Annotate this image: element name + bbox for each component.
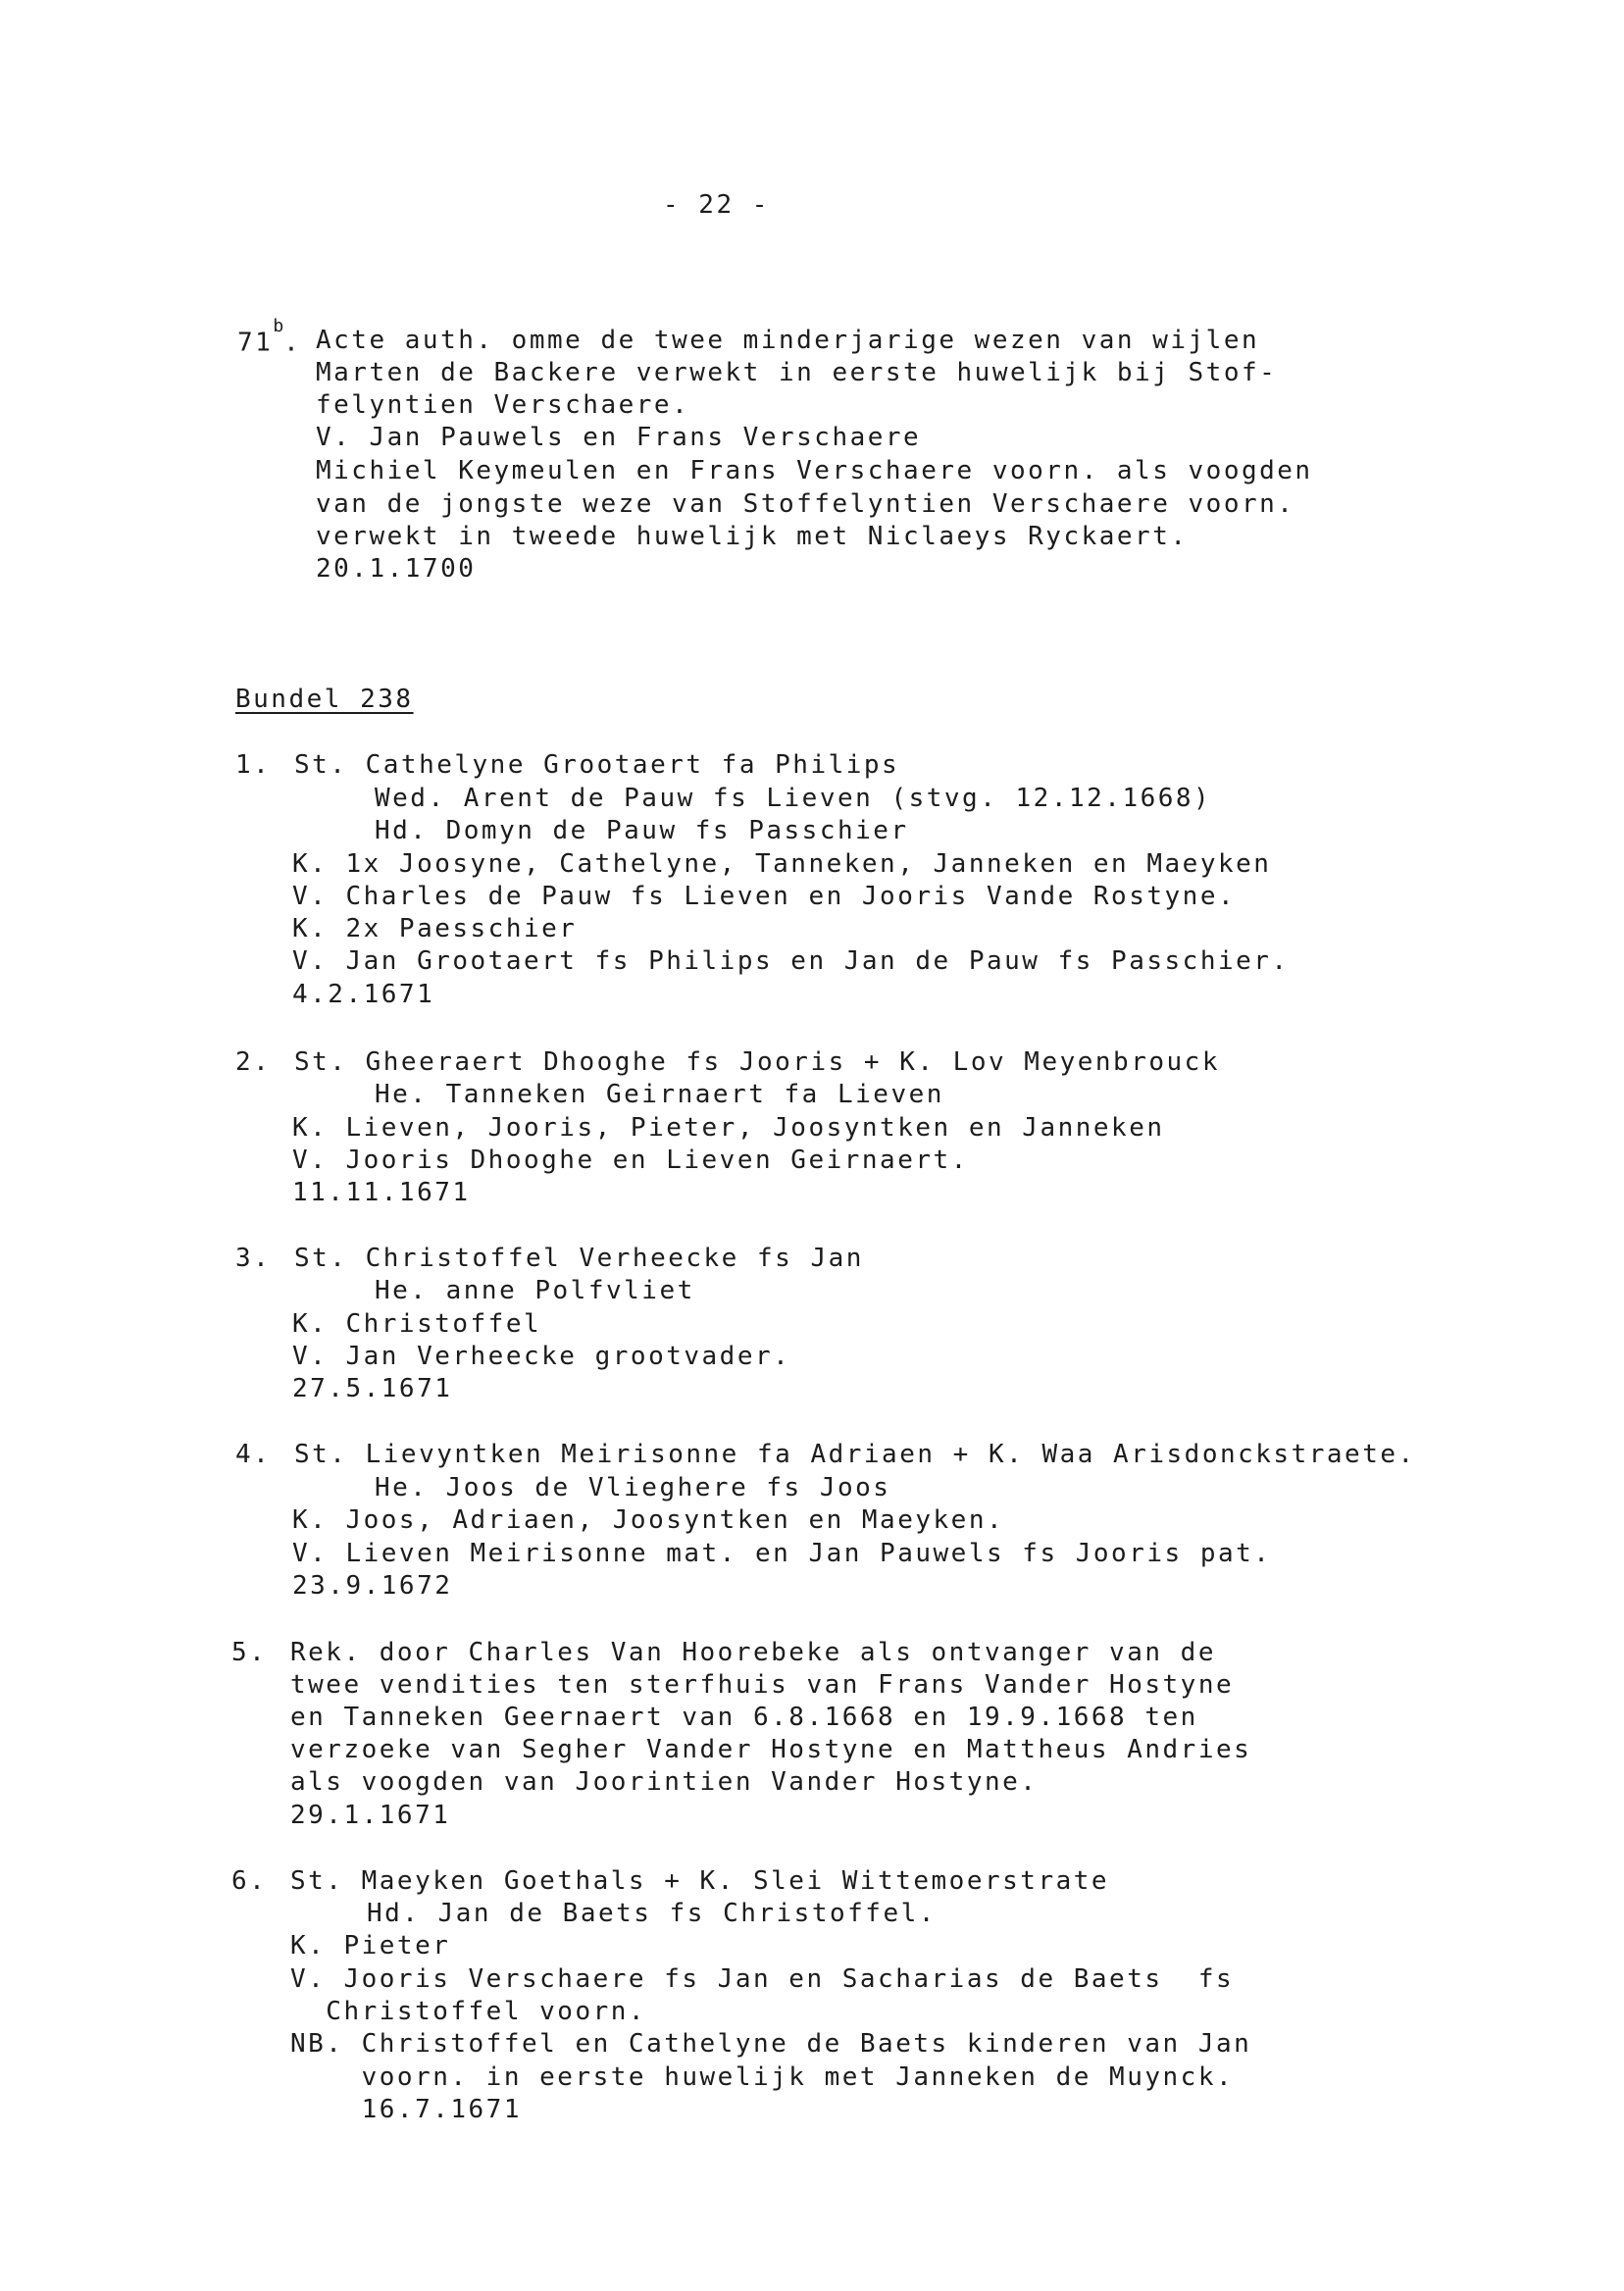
- section-heading: Bundel 238: [235, 685, 414, 714]
- entry-6-detail-line: Christoffel voorn.: [290, 1997, 647, 2026]
- entry-6-number: 6.: [231, 1866, 268, 1896]
- entry-6-date: 16.7.1671: [290, 2095, 522, 2124]
- entry-71b-number: [237, 316, 302, 360]
- entry-2-date: 11.11.1671: [292, 1178, 471, 1207]
- entry-5-continuation-line: twee vendities ten sterfhuis van Frans Vander Hostyne: [290, 1670, 1235, 1700]
- entry-3-indented-line: He. anne Polfvliet: [375, 1276, 695, 1305]
- entry-3-date: 27.5.1671: [292, 1374, 453, 1403]
- entry-3-detail-line: K. Christoffel: [292, 1309, 542, 1339]
- entry-5-date: 29.1.1671: [290, 1801, 451, 1830]
- entry-71b-number-suffix: .: [283, 328, 302, 358]
- entry-4-number: 4.: [235, 1440, 272, 1469]
- entry-71b-number-main: 71: [237, 328, 274, 358]
- entry-1-detail-line: K. 2x Paesschier: [292, 914, 578, 943]
- entry-4-indented-line: He. Joos de Vlieghere fs Joos: [375, 1473, 891, 1502]
- entry-6-indented-line: Hd. Jan de Baets fs Christoffel.: [367, 1899, 937, 1928]
- entry-3-number: 3.: [235, 1244, 272, 1273]
- entry-71b-line: felyntien Verschaere.: [316, 390, 690, 420]
- page-number: - 22 -: [663, 190, 770, 220]
- entry-5-continuation-line: als voogden van Joorintien Vander Hostyne.: [290, 1767, 1039, 1797]
- entry-2-detail-line: K. Lieven, Jooris, Pieter, Joosyntken en Janneken: [292, 1113, 1165, 1143]
- entry-6-detail-line: K. Pieter: [290, 1931, 451, 1960]
- entry-2-first-line: St. Gheeraert Dhooghe fs Jooris + K. Lov Meyenbrouck: [294, 1047, 1220, 1077]
- entry-4-first-line: St. Lievyntken Meirisonne fa Adriaen + K. Waa Arisdonckstraete.: [294, 1440, 1416, 1469]
- entry-5-number: 5.: [231, 1638, 268, 1667]
- entry-4-detail-line: K. Joos, Adriaen, Joosyntken en Maeyken.: [292, 1505, 1005, 1535]
- entry-2-number: 2.: [235, 1047, 272, 1077]
- entry-6-nb-line: voorn. in eerste huwelijk met Janneken de Muynck.: [290, 2062, 1235, 2092]
- entry-71b-line: Marten de Backere verwekt in eerste huwelijk bij Stof-: [316, 358, 1278, 387]
- entry-71b-line: verwekt in tweede huwelijk met Niclaeys Ryckaert.: [316, 522, 1189, 551]
- entry-1-indented-line: Hd. Domyn de Pauw fs Passchier: [375, 816, 909, 845]
- entry-1-detail-line: K. 1x Joosyne, Cathelyne, Tanneken, Janneken en Maeyken: [292, 849, 1272, 879]
- entry-5-continuation-line: verzoeke van Segher Vander Hostyne en Mattheus Andries: [290, 1735, 1252, 1764]
- entry-1-indented-line: Wed. Arent de Pauw fs Lieven (stvg. 12.12.1668): [375, 784, 1212, 813]
- entry-4-detail-line: V. Lieven Meirisonne mat. en Jan Pauwels fs Jooris pat.: [292, 1539, 1272, 1568]
- entry-6-nb-line: NB. Christoffel en Cathelyne de Baets kinderen van Jan: [290, 2029, 1252, 2059]
- entry-1-detail-line: V. Charles de Pauw fs Lieven en Jooris Vande Rostyne.: [292, 882, 1237, 911]
- entry-1-first-line: St. Cathelyne Grootaert fa Philips: [294, 750, 900, 780]
- entry-4-date: 23.9.1672: [292, 1571, 453, 1601]
- entry-71b-superscript: b: [273, 316, 284, 336]
- entry-71b-line: Michiel Keymeulen en Frans Verschaere voorn. als voogden: [316, 456, 1313, 485]
- entry-3-detail-line: V. Jan Verheecke grootvader.: [292, 1342, 791, 1371]
- entry-5-continuation-line: en Tanneken Geernaert van 6.8.1668 en 19.9.1668 ten: [290, 1703, 1198, 1732]
- entry-71b-line: Acte auth. omme de twee minderjarige wezen van wijlen: [316, 326, 1260, 355]
- entry-6-first-line: St. Maeyken Goethals + K. Slei Wittemoerstrate: [290, 1866, 1110, 1896]
- entry-6-detail-line: V. Jooris Verschaere fs Jan en Sacharias de Baets fs: [290, 1964, 1235, 1994]
- entry-2-indented-line: He. Tanneken Geirnaert fa Lieven: [375, 1080, 944, 1109]
- entry-1-number: 1.: [235, 750, 272, 780]
- entry-3-first-line: St. Christoffel Verheecke fs Jan: [294, 1244, 864, 1273]
- entry-71b-line: van de jongste weze van Stoffelyntien Verschaere voorn.: [316, 489, 1295, 519]
- entry-2-detail-line: V. Jooris Dhooghe en Lieven Geirnaert.: [292, 1146, 969, 1175]
- entry-1-date: 4.2.1671: [292, 980, 435, 1009]
- entry-1-detail-line: V. Jan Grootaert fs Philips en Jan de Pauw fs Passchier.: [292, 946, 1290, 976]
- entry-71b-line: V. Jan Pauwels en Frans Verschaere: [316, 423, 922, 452]
- entry-5-first-line: Rek. door Charles Van Hoorebeke als ontvanger van de: [290, 1638, 1216, 1667]
- entry-71b-date: 20.1.1700: [316, 554, 477, 584]
